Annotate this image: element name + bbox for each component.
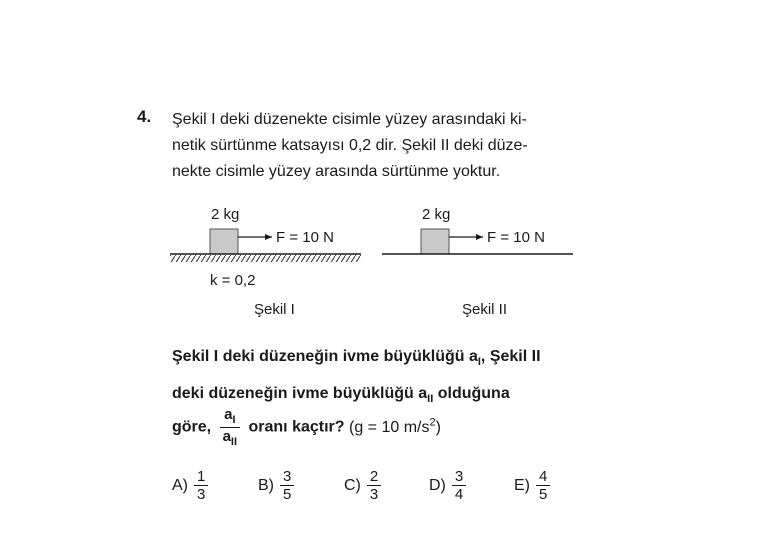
ratio-fraction xyxy=(220,406,240,449)
option-a-fraction: $\frac{1}{3}$ xyxy=(194,468,208,503)
prompt-line-1-text: Şekil I deki düzeneğin ivme büyüklüğü a xyxy=(172,348,478,365)
prompt-line-2-text: deki düzeneğin ivme büyüklüğü a xyxy=(172,385,428,402)
stem-line-1: Şekil I deki düzenekte cisimle yüzey arasındaki ki- xyxy=(172,111,527,128)
figure-1-mass: 2 kg xyxy=(211,206,240,223)
prompt-line-1-tail: , Şekil II xyxy=(480,348,541,365)
option-c[interactable] xyxy=(344,468,381,503)
gravity-note: (g = 10 $m/s^2$) xyxy=(348,416,441,436)
ratio-denominator: $a_{II}$ xyxy=(222,428,238,448)
option-d[interactable] xyxy=(429,468,466,503)
figure-2-mass: 2 kg xyxy=(422,206,451,223)
option-b-label: B) xyxy=(258,476,274,494)
figure-1-coefficient: k = 0,2 xyxy=(210,272,256,289)
option-d-fraction: $\frac{3}{4}$ xyxy=(452,468,466,503)
subscript-II: II xyxy=(427,393,434,406)
prompt-line-2 xyxy=(172,385,510,405)
ratio-numerator: $a_I$ xyxy=(220,406,240,428)
prompt-line-2-tail: olduğuna xyxy=(433,385,510,402)
option-c-label: C) xyxy=(344,476,361,494)
stem-line-3: nekte cisimle yüzey arasında sürtünme yoktur. xyxy=(172,163,501,180)
prompt-line-3-text: göre, xyxy=(172,418,212,436)
prompt-line-3-question: oranı kaçtır? xyxy=(248,418,345,436)
option-d-label: D) xyxy=(429,476,446,494)
option-a[interactable] xyxy=(172,468,208,503)
figure-2 xyxy=(382,206,573,318)
stem-line-2: netik sürtünme katsayısı 0,2 dir. Şekil II deki düze- xyxy=(172,137,528,154)
figure-2-force-label: F = 10 N xyxy=(487,229,545,246)
figure-2-caption: Şekil II xyxy=(462,301,508,318)
subscript-I: I xyxy=(477,356,481,369)
figure-2-block xyxy=(421,229,449,254)
option-e-label: E) xyxy=(514,476,530,494)
figure-1-block xyxy=(210,229,238,254)
figure-1-force-label: F = 10 N xyxy=(276,229,334,246)
option-e-fraction: $\frac{4}{5}$ xyxy=(536,468,550,503)
prompt-line-3 xyxy=(172,406,441,449)
figure-1-surface-hatch xyxy=(170,255,361,262)
option-c-fraction: $\frac{2}{3}$ xyxy=(367,468,381,503)
option-e[interactable] xyxy=(514,468,550,503)
prompt-line-1 xyxy=(172,348,541,368)
figure-1-caption: Şekil I xyxy=(254,301,295,318)
question-number: 4. xyxy=(137,107,152,126)
figure-1 xyxy=(170,206,361,318)
option-b-fraction: $\frac{3}{5}$ xyxy=(280,468,294,503)
option-a-label: A) xyxy=(172,476,188,494)
option-b[interactable] xyxy=(258,468,294,503)
